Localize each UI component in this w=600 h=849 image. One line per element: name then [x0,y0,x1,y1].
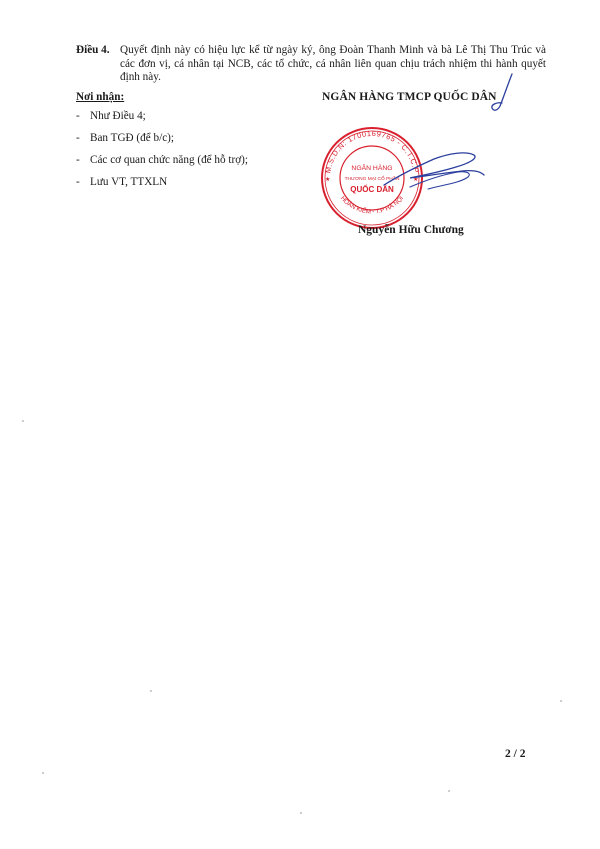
scan-speck [560,700,562,702]
svg-text:★: ★ [325,177,331,183]
signature-flourish-icon [488,72,518,114]
scan-speck [42,772,44,774]
signer-name: Nguyễn Hữu Chương [358,224,464,236]
scan-speck [300,812,302,814]
page-number: 2 / 2 [505,748,526,760]
organization-name: NGÂN HÀNG TMCP QUỐC DÂN [322,91,497,103]
recipient-item: - Như Điều 4; [76,109,146,122]
svg-text:★: ★ [413,177,419,183]
recipient-item: - Lưu VT, TTXLN [76,176,168,189]
scan-speck [448,790,450,792]
svg-text:QUỐC DÂN: QUỐC DÂN [350,185,394,194]
scan-speck [150,690,152,692]
svg-text:M.S.D.N: 1700169765 - C.T.C.P: M.S.D.N: 1700169765 - C.T.C.P [323,128,421,174]
article-4 [76,44,546,85]
recipient-item: - Ban TGĐ (để b/c); [76,131,174,144]
article-label: Điều 4. [76,44,110,56]
svg-text:HOÀN KIẾM - T.P HÀ NỘI: HOÀN KIẾM - T.P HÀ NỘI [338,194,406,216]
handwritten-signature-icon [380,145,490,200]
recipient-item: - Các cơ quan chức năng (để hỗ trợ); [76,153,248,166]
article-text: Quyết định này có hiệu lực kể từ ngày ký, ông Đoàn Thanh Minh và bà Lê Thị Thu Trúc và các đơn vị, cá nhân tại NCB, các tổ chức, cá nhân liên quan chịu trách nhiệm thi hành quyết định này. [120,44,546,84]
svg-text:THƯƠNG MẠI CỔ PHẦN: THƯƠNG MẠI CỔ PHẦN [344,177,400,182]
svg-text:NGÂN HÀNG: NGÂN HÀNG [351,165,393,172]
recipients-section [76,91,296,198]
recipients-heading: Nơi nhận: [76,91,125,103]
scan-speck [22,420,24,422]
